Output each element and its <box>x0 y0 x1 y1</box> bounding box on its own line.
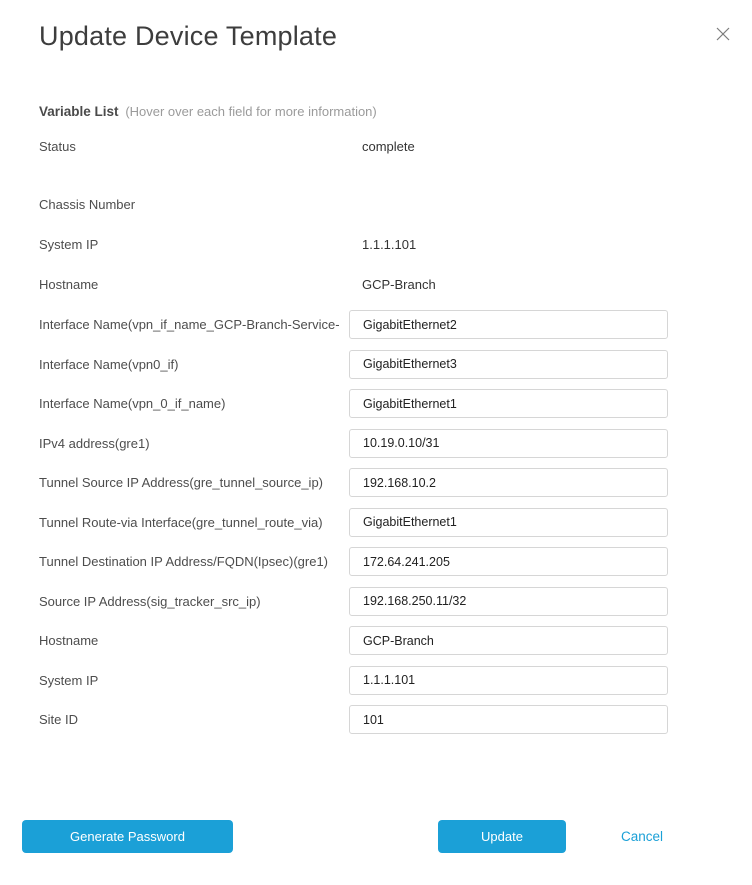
variable-value: complete <box>362 138 415 154</box>
variable-input[interactable] <box>349 666 668 695</box>
static-variable-row <box>39 224 713 264</box>
variable-label: Chassis Number <box>39 196 136 212</box>
cancel-button[interactable]: Cancel <box>620 829 663 844</box>
variable-input[interactable] <box>349 547 668 576</box>
variable-label: Tunnel Route-via Interface(gre_tunnel_route_via) <box>39 514 323 530</box>
variable-input[interactable] <box>349 429 668 458</box>
variable-value: GCP-Branch <box>362 276 436 292</box>
editable-variable-rows <box>39 310 713 734</box>
close-button[interactable] <box>716 25 734 43</box>
variable-label: Hostname <box>39 276 99 292</box>
variable-label: System IP <box>39 236 99 252</box>
editable-variable-row <box>39 468 713 497</box>
page-title: Update Device Template <box>39 21 338 51</box>
static-variable-row <box>39 126 713 166</box>
variable-list-heading <box>39 103 713 120</box>
variable-input[interactable] <box>349 310 668 339</box>
close-icon <box>716 27 734 41</box>
editable-variable-row <box>39 389 713 418</box>
variable-input[interactable] <box>349 626 668 655</box>
variable-label: IPv4 address(gre1) <box>39 435 150 451</box>
variable-input[interactable] <box>349 508 668 537</box>
generate-password-button[interactable]: Generate Password <box>22 820 233 853</box>
variable-label: Interface Name(vpn_if_name_GCP-Branch-Service- <box>39 317 340 332</box>
update-device-template-modal <box>0 20 752 885</box>
editable-variable-row <box>39 350 713 379</box>
editable-variable-row <box>39 705 713 734</box>
variable-input[interactable] <box>349 389 668 418</box>
variable-input[interactable] <box>349 468 668 497</box>
variable-label: Interface Name(vpn0_if) <box>39 356 179 372</box>
variable-label: Tunnel Source IP Address(gre_tunnel_source_ip) <box>39 475 324 490</box>
update-button[interactable]: Update <box>438 820 566 853</box>
static-variable-row <box>39 184 713 224</box>
modal-footer <box>22 820 730 853</box>
variable-value: 1.1.1.101 <box>362 236 417 252</box>
editable-variable-row <box>39 508 713 537</box>
variable-label: Status <box>39 138 76 154</box>
variable-label: Site ID <box>39 712 79 727</box>
variable-label: Tunnel Destination IP Address/FQDN(Ipsec)(gre1) <box>39 554 329 569</box>
variable-input[interactable] <box>349 587 668 616</box>
editable-variable-row <box>39 547 713 576</box>
static-variable-rows <box>39 126 713 304</box>
variable-label: Hostname <box>39 633 99 648</box>
editable-variable-row <box>39 310 713 339</box>
variable-input[interactable] <box>349 705 668 734</box>
variable-list-label: Variable List <box>39 104 119 119</box>
editable-variable-row <box>39 626 713 655</box>
editable-variable-row <box>39 587 713 616</box>
editable-variable-row <box>39 666 713 695</box>
editable-variable-row <box>39 429 713 458</box>
variable-input[interactable] <box>349 350 668 379</box>
variable-label: Interface Name(vpn_0_if_name) <box>39 396 226 411</box>
variable-label: Source IP Address(sig_tracker_src_ip) <box>39 593 261 609</box>
variable-list-hint: (Hover over each field for more information) <box>125 104 377 119</box>
static-variable-row <box>39 264 713 304</box>
variable-label: System IP <box>39 672 99 688</box>
